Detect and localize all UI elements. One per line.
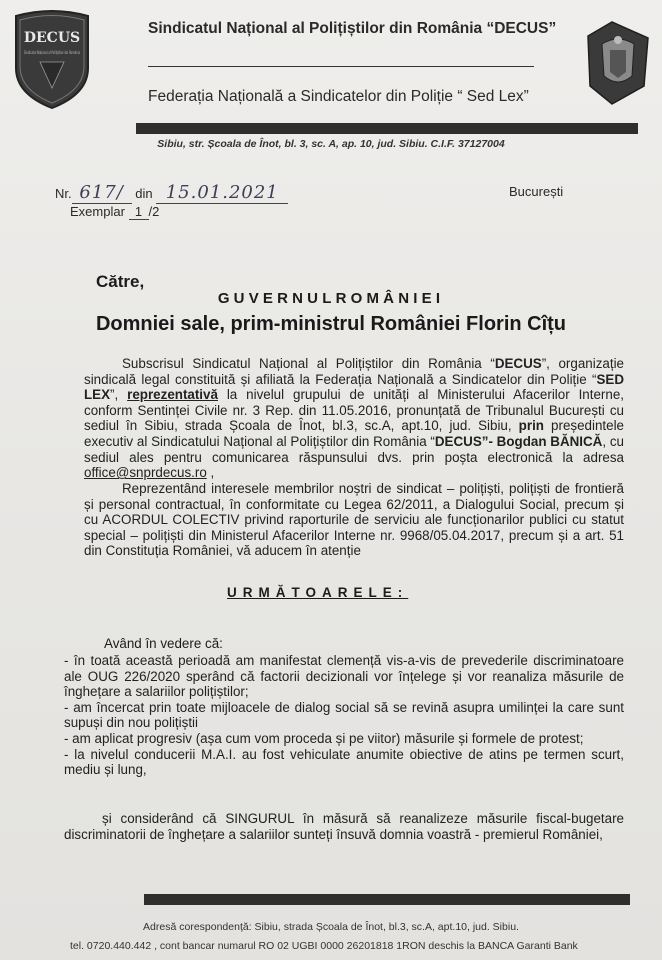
- city: București: [509, 184, 564, 199]
- footer-bar: [144, 894, 630, 905]
- decus-logo: [12, 6, 125, 110]
- prime-minister-title: Domniei sale, prim-ministrul României Florin Cîțu: [95, 313, 567, 335]
- federation-title: Federația Națională a Sindicatelor din Poliție “ Sed Lex”: [148, 88, 529, 105]
- header-bar: [136, 123, 638, 134]
- footer-address: Adresă corespondență: Sibiu, strada Școala de Înot, bl.3, sc.A, apt.10, jud. Sibiu.: [143, 921, 519, 933]
- exemplar: Exemplar 1 /2: [70, 204, 160, 219]
- romania-crest-icon: [582, 16, 654, 108]
- registration-date-value: 15.01.2021: [165, 182, 279, 203]
- list-item: - am încercat prin toate mijloacele de dialog social să se revină asupra umilinței la care sunt supuși din nou polițiștii: [64, 699, 624, 731]
- section-heading: URMĂTOARELE:: [227, 585, 409, 600]
- footer-contact: tel. 0720.440.442 , cont bancar numarul RO 02 UGBI 0000 26201818 1RON deschis la BANCA Garanti Bank: [70, 940, 578, 952]
- paragraph-conclusion: și considerând că SINGURUL în măsură să reanalizeze măsurile fiscal-bugetare discriminatorii de înghețare a salariilor sunteți însuvă domnia voastră - premierul României,: [64, 811, 624, 842]
- paragraph-introduction: Subscrisul Sindicatul Național al Polițiștilor din România “DECUS”, organizație sindicală legal constituită și afiliată la Federația Națională a Sindicatelor din Poliție “SED LEX”, reprezentativă la nivelul grupului de unități al Ministerului Afacerilor Interne, conform Sentinței Civile nr. 3 Rep. din 11.05.2016, pronunțată de Tribunalul București cu sediul în Sibiu, strada Școala de Înot, bl.3, sc.A, apt.10, jud. Sibiu, prin președintele executiv al Sindicatului Național al Polițiștilor din România “DECUS”- Bogdan BĂNICĂ, cu sediul ales pentru comunicarea răspunsului dvs. prin poșta electronică la adresa office@snprdecus.ro ,: [84, 356, 624, 481]
- considering-label: Având în vedere că:: [104, 636, 223, 651]
- government-title: GUVERNULROMÂNIEI: [217, 290, 445, 307]
- email-link[interactable]: office@snprdecus.ro: [84, 465, 207, 481]
- addressee-label: Către,: [96, 272, 145, 291]
- logo-text: DECUS: [23, 30, 81, 46]
- registration-nr-value: 617/: [79, 182, 124, 203]
- list-item: - am aplicat progresiv (așa cum vom proceda și pe viitor) măsurile și formele de protest;: [64, 730, 584, 746]
- union-title: Sindicatul Național al Polițiștilor din România “DECUS”: [148, 20, 557, 37]
- list-item: - în toată această perioadă am manifestat clemență vis-a-vis de prevederile discriminatoare ale OUG 226/2020 sperând că factorii decizionali vor înțelege și vor reanaliza măsurile de înghețare a salariilor polițiștilor;: [64, 653, 624, 700]
- paragraph-representation: Reprezentând interesele membrilor noștri de sindicat – polițiști, polițiști de frontieră și personal contractual, în conformitate cu Legea 62/2011, a Dialogului Social, precum și cu ACORDUL COLECTIV privind raporturile de serviciu ale funcționarilor publici cu statut special – polițiști din Ministerul Afacerilor Interne nr. 9968/05.04.2017, precum și a art. 51 din Constituția României, vă aducem în atenție: [84, 481, 624, 559]
- logo-subtext: Sindicatul Național al Polițiștilor din România: [24, 51, 125, 56]
- registration-number: Nr. 617/ din 15.01.2021: [55, 182, 288, 204]
- union-address: Sibiu, str. Școala de Înot, bl. 3, sc. A, ap. 10, jud. Sibiu. C.I.F. 37127004: [157, 138, 505, 150]
- list-item: - la nivelul conducerii M.A.I. au fost vehiculate anumite obiective de atins pe termen scurt, mediu și lung,: [64, 746, 624, 778]
- header-divider: [148, 66, 534, 67]
- considerations-list: [64, 653, 624, 778]
